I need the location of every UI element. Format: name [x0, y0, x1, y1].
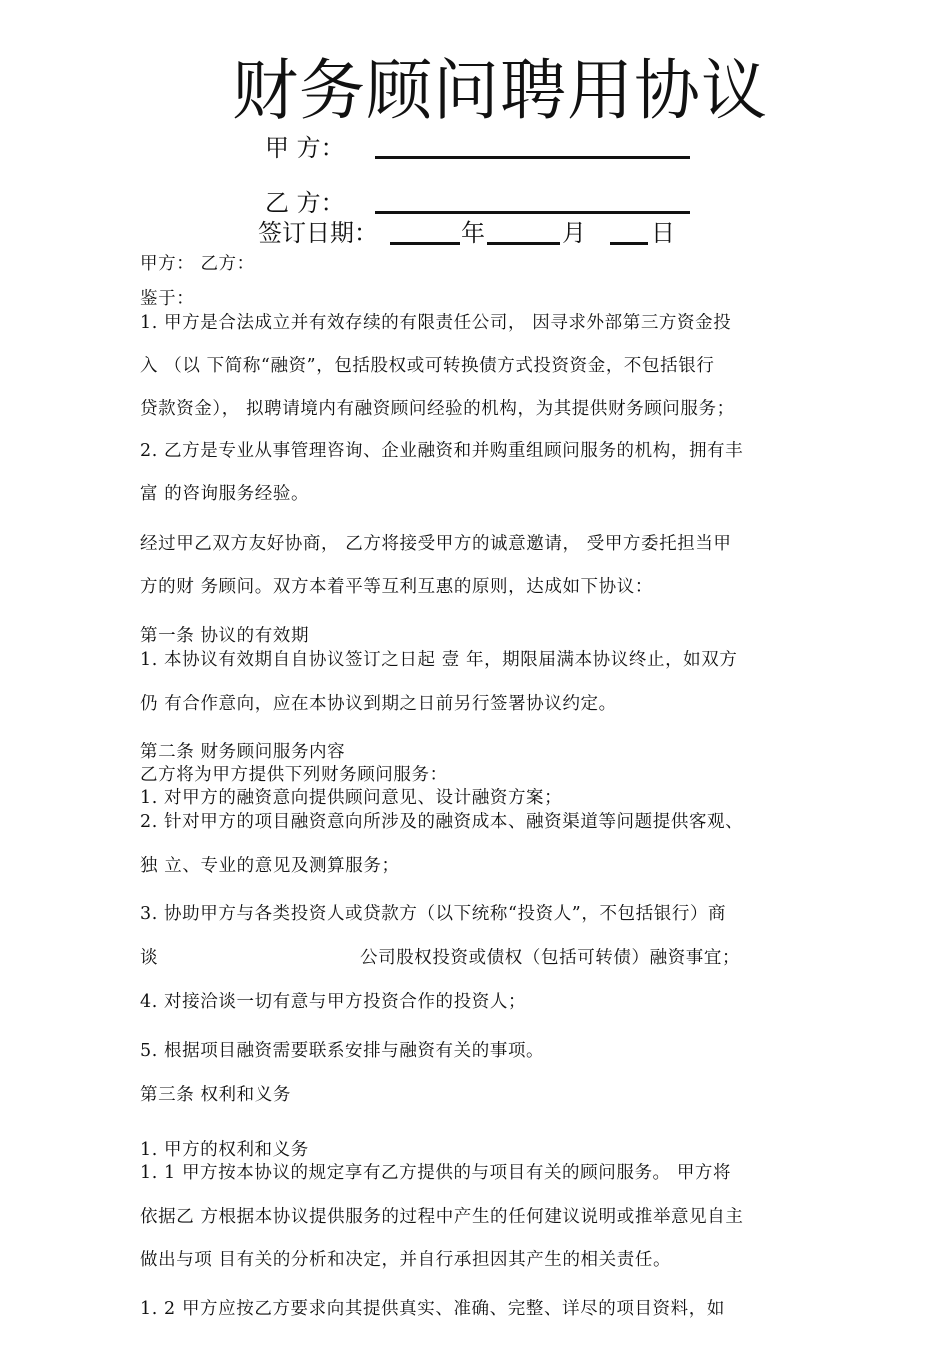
- paragraph-line: 依据乙 方根据本协议提供服务的过程中产生的任何建议说明或推举意见自主: [140, 1207, 744, 1227]
- article-heading: 第三条 权利和义务: [140, 1085, 291, 1105]
- document-title: 财务顾问聘用协议: [232, 52, 768, 129]
- paragraph-line: 1. 本协议有效期自自协议签订之日起 壹 年，期限届满本协议终止，如双方: [140, 650, 738, 670]
- paragraph-line: 入 （以 下简称“融资”，包括股权或可转换债方式投资资金，不包括银行: [140, 356, 715, 376]
- list-item: 1. 对甲方的融资意向提供顾问意见、设计融资方案；: [140, 788, 563, 808]
- paragraph-line: 2. 乙方是专业从事管理咨询、企业融资和并购重组顾问服务的机构，拥有丰: [140, 441, 744, 461]
- paragraph-line: 做出与项 目有关的分析和决定，并自行承担因其产生的相关责任。: [140, 1250, 672, 1270]
- paragraph-line: 公司股权投资或债权（包括可转债）融资事宜；: [360, 948, 741, 968]
- paragraph-line: 仍 有合作意向，应在本协议到期之日前另行签署协议约定。: [140, 694, 617, 714]
- month-label: 月: [562, 219, 586, 247]
- sign-date-label: 签订日期：: [258, 219, 378, 247]
- day-label: 日: [651, 219, 675, 247]
- article-heading: 第一条 协议的有效期: [140, 626, 310, 646]
- paragraph-line: 乙方将为甲方提供下列财务顾问服务：: [140, 765, 448, 785]
- paragraph-line: 贷款资金）， 拟聘请境内有融资顾问经验的机构，为其提供财务顾问服务；: [140, 399, 735, 419]
- paragraph-line: 独 立、专业的意见及测算服务；: [140, 856, 400, 876]
- list-item: 2. 针对甲方的项目融资意向所涉及的融资成本、融资渠道等问题提供客观、: [140, 812, 744, 832]
- whereas-heading: 鉴于：: [140, 289, 195, 309]
- year-label: 年: [461, 219, 485, 247]
- list-item: 4. 对接洽谈一切有意与甲方投资合作的投资人；: [140, 992, 527, 1012]
- list-item: 3. 协助甲方与各类投资人或贷款方（以下统称“投资人”，不包括银行）商: [140, 904, 727, 924]
- paragraph-line: 谈: [140, 948, 159, 968]
- party-b-label: 乙 方：: [265, 189, 345, 217]
- day-blank-line: [610, 242, 648, 245]
- paragraph-line: 方的财 务顾问。双方本着平等互利互惠的原则，达成如下协议：: [140, 577, 653, 597]
- party-b-blank-line: [375, 211, 690, 214]
- paragraph-line: 富 的咨询服务经验。: [140, 484, 310, 504]
- month-blank-line: [487, 242, 560, 245]
- article-heading: 第二条 财务顾问服务内容: [140, 742, 346, 762]
- party-a-blank-line: [375, 156, 690, 159]
- paragraph-line: 经过甲乙双方友好协商， 乙方将接受甲方的诚意邀请， 受甲方委托担当甲: [140, 534, 732, 554]
- paragraph-line: 1. 2 甲方应按乙方要求向其提供真实、准确、完整、详尽的项目资料，如: [140, 1299, 725, 1319]
- year-blank-line: [390, 242, 460, 245]
- party-a-label: 甲 方：: [265, 134, 345, 162]
- parties-line: 甲方： 乙方：: [140, 254, 255, 274]
- section-heading: 1. 甲方的权利和义务: [140, 1140, 309, 1160]
- paragraph-line: 1. 1 甲方按本协议的规定享有乙方提供的与项目有关的顾问服务。 甲方将: [140, 1163, 732, 1183]
- list-item: 5. 根据项目融资需要联系安排与融资有关的事项。: [140, 1041, 545, 1061]
- paragraph-line: 1. 甲方是合法成立并有效存续的有限责任公司， 因寻求外部第三方资金投: [140, 313, 732, 333]
